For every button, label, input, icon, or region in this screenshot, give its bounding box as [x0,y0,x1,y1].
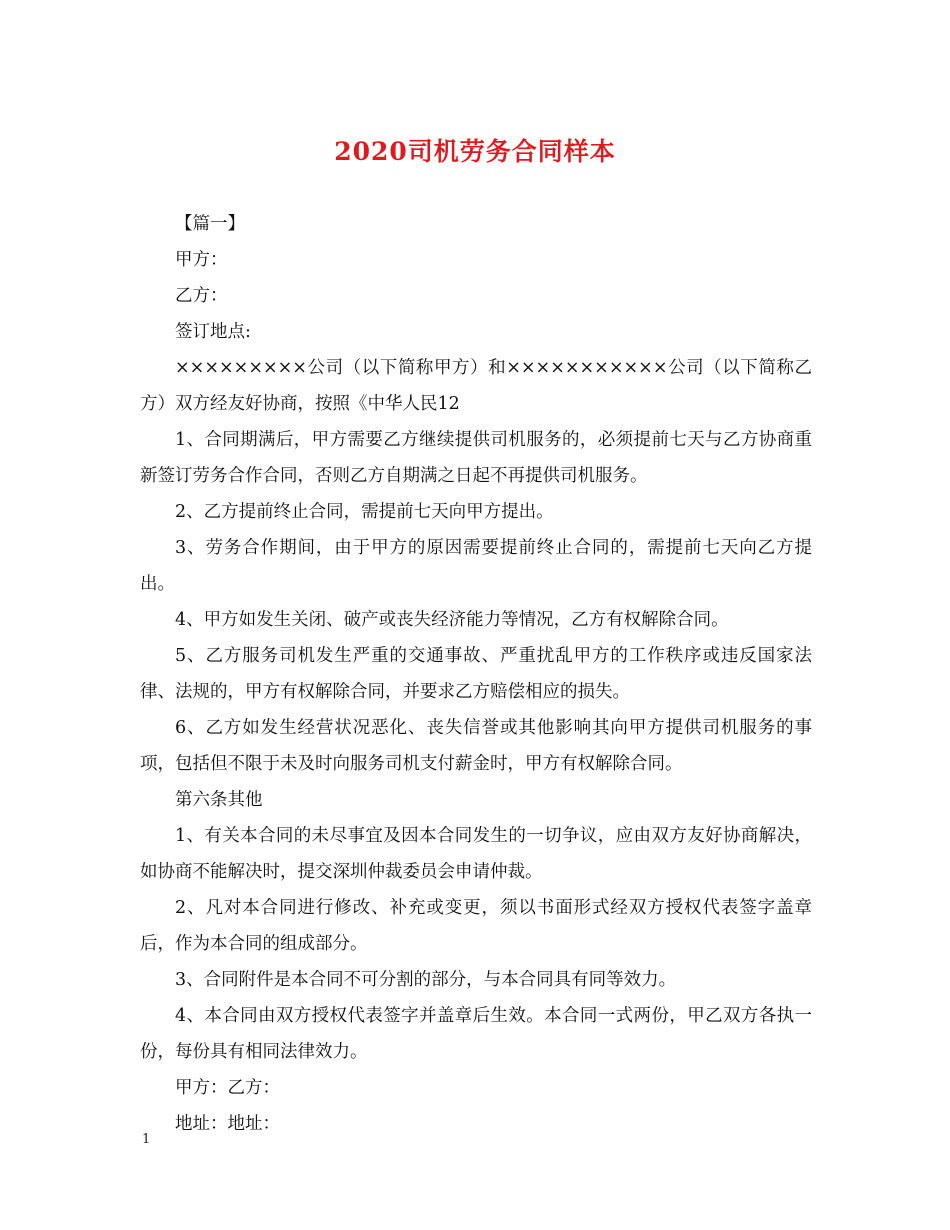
signature-parties-line: 甲方：乙方： [175,1078,280,1098]
preamble-paragraph: ×××××××××公司（以下简称甲方）和×××××××××××公司（以下简称乙方）双方经友好协商，按照《中华人民12 [140,358,812,414]
clause-paragraph: 1、有关本合同的未尽事宜及因本合同发生的一切争议，应由双方友好协商解决，如协商不能解决时，提交深圳仲裁委员会申请仲裁。 [140,826,812,882]
clause-paragraph: 2、凡对本合同进行修改、补充或变更，须以书面形式经双方授权代表签字盖章后，作为本合同的组成部分。 [140,898,812,954]
clause-paragraph: 2、乙方提前终止合同，需提前七天向甲方提出。 [175,502,554,522]
clause-paragraph: 1、合同期满后，甲方需要乙方继续提供司机服务的，必须提前七天与乙方协商重新签订劳务合作合同，否则乙方自期满之日起不再提供司机服务。 [140,430,812,486]
party-b-line: 乙方： [175,286,228,306]
clause-paragraph: 3、劳务合作期间，由于甲方的原因需要提前终止合同的，需提前七天向乙方提出。 [140,538,812,594]
article-heading: 第六条其他 [175,790,263,810]
party-a-line: 甲方： [175,250,228,270]
document-body [140,206,812,1142]
address-line: 地址：地址： [175,1114,280,1134]
clause-paragraph: 4、本合同由双方授权代表签字并盖章后生效。本合同一式两份，甲乙双方各执一份，每份具有相同法律效力。 [140,1006,812,1062]
clause-paragraph: 4、甲方如发生关闭、破产或丧失经济能力等情况，乙方有权解除合同。 [175,610,729,630]
clause-paragraph: 5、乙方服务司机发生严重的交通事故、严重扰乱甲方的工作秩序或违反国家法律、法规的，甲方有权解除合同，并要求乙方赔偿相应的损失。 [140,646,812,702]
signing-location-line: 签订地点: [175,322,251,342]
document-title: 2020司机劳务合同样本 [334,137,616,166]
page-number: 1 [142,1132,151,1147]
clause-paragraph: 6、乙方如发生经营状况恶化、丧失信誉或其他影响其向甲方提供司机服务的事项，包括但不限于未及时向服务司机支付薪金时，甲方有权解除合同。 [140,718,812,774]
clause-paragraph: 3、合同附件是本合同不可分割的部分，与本合同具有同等效力。 [175,970,677,990]
section-heading: 【篇一】 [175,214,245,234]
